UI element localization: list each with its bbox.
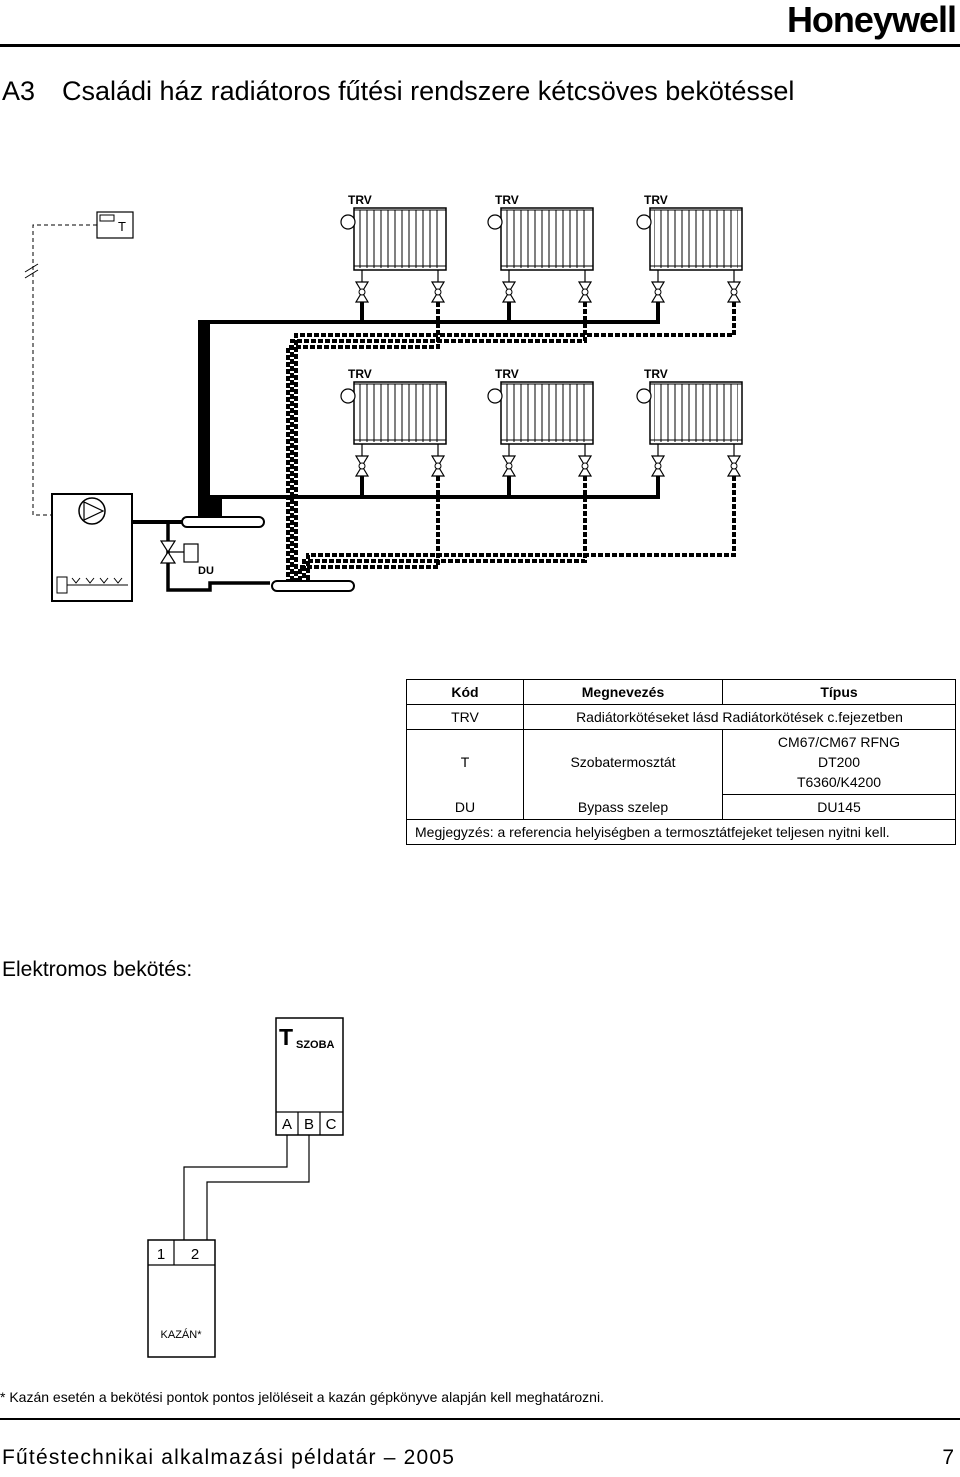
page-title [2,76,794,107]
legend-row [407,705,956,730]
boiler-box [148,1240,215,1357]
trv-label: TRV [644,367,668,381]
thermostat-control-line [25,225,97,515]
electrical-section-title: Elektromos bekötés: [2,958,193,981]
header-rule [0,44,960,47]
legend-header-row [407,680,956,705]
legend-table [406,679,956,845]
bypass-label: DU [198,565,214,577]
trv-valve [356,270,368,302]
lockshield-valve [432,270,444,302]
legend-type: DU145 [723,795,956,820]
page-number: 7 [942,1446,954,1469]
radiator [341,193,446,270]
terminal-b: B [303,1116,315,1133]
trv-valve [652,270,664,302]
trv-label: TRV [495,367,519,381]
terminal-a: A [281,1116,293,1133]
return-pipe [300,476,438,581]
footer-publication: Fűtéstechnikai alkalmazási példatár – 2005 [2,1446,456,1469]
room-thermostat-box [276,1018,343,1135]
legend-header-name: Megnevezés [524,680,723,705]
terminal-2: 2 [190,1246,200,1263]
legend-name: Bypass szelep [524,795,723,820]
footer-rule [0,1418,960,1420]
legend-header-code: Kód [407,680,524,705]
terminal-c: C [325,1116,337,1133]
legend-name: Szobatermosztát [524,730,723,795]
thermostat-letter: T [279,1024,294,1050]
legend-type-line: DT200 [817,754,861,770]
wiring-diagram [0,1010,400,1370]
legend-type [723,730,956,795]
trv-label: TRV [644,193,668,207]
terminal-1: 1 [156,1246,166,1263]
lockshield-valve [728,270,740,302]
legend-type-line: T6360/K4200 [796,774,882,790]
lockshield-valve [579,444,591,476]
radiator [637,193,742,270]
radiator [488,193,593,270]
legend-type-line: CM67/CM67 RFNG [777,734,901,750]
trv-valve [503,444,515,476]
supply-pipe [220,476,658,517]
trv-valve [503,270,515,302]
legend-note-row [407,820,956,845]
boiler-symbol [52,494,132,601]
radiator [637,367,742,444]
honeywell-logo: Honeywell [786,0,956,40]
radiator [341,367,446,444]
trv-label: TRV [495,193,519,207]
trv-label: TRV [348,367,372,381]
thermostat-label: T [118,219,126,234]
trv-valve [356,444,368,476]
section-code: A3 [2,76,36,106]
trv-label: TRV [348,193,372,207]
supply-manifold [182,517,264,527]
legend-note: Megjegyzés: a referencia helyiségben a termosztátfejeket teljesen nyitni kell. [407,820,956,845]
legend-name: Radiátorkötéseket lásd Radiátorkötések c.fejezetben [524,705,956,730]
return-manifold [272,581,354,591]
thermostat-subscript: SZOBA [296,1039,335,1051]
lockshield-valve [728,444,740,476]
legend-code: T [407,730,524,795]
bypass-valve-du [132,522,270,590]
legend-code: TRV [407,705,524,730]
legend-header-type: Típus [723,680,956,705]
room-thermostat-symbol [97,212,133,238]
legend-row [407,730,956,795]
lockshield-valve [432,444,444,476]
heating-diagram [0,180,960,620]
boiler-label: KAZÁN* [160,1329,202,1341]
wires [184,1135,309,1240]
section-title: Családi ház radiátoros fűtési rendszere kétcsöves bekötéssel [62,76,795,106]
radiator [488,367,593,444]
legend-code: DU [407,795,524,820]
trv-valve [652,444,664,476]
footnote: * Kazán esetén a bekötési pontok pontos jelöléseit a kazán gépkönyve alapján kell meghatározni. [0,1389,604,1405]
legend-row [407,795,956,820]
lockshield-valve [579,270,591,302]
